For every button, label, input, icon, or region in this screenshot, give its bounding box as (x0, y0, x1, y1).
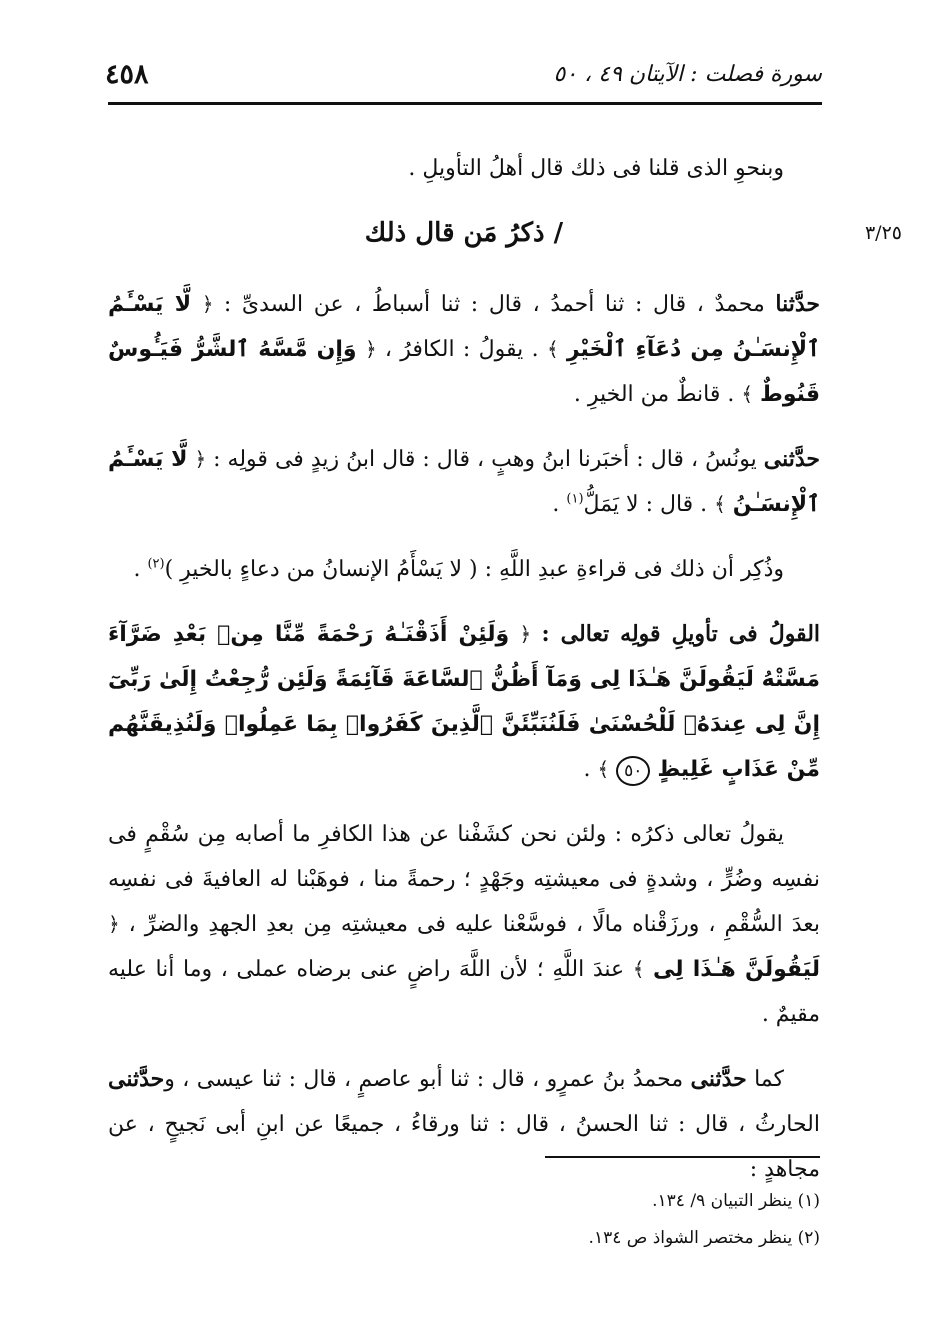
paragraph-commentary: يقولُ تعالى ذكرُه : ولئن نحن كشَفْنا عن هذا الكافرِ ما أصابه مِن سُقْمٍ فى نفسِه وضُرٍّ ، وشدةٍ فى معيشتِه وجَهْدٍ ؛ رحمةً منا ، فوهَبْنا له العافيةَ فى نفسِه بعدَ السُّقْمِ ، ورزَقْناه مالًا ، فوسَّعْنا عليه فى معيشتِه مِن بعدِ الجهدِ والضرِّ ، ﴿ لَيَقُولَنَّ هَـٰذَا لِى ﴾ عندَ اللَّهِ ؛ لأن اللَّهَ راضٍ عنى برضاه عملى ، وما أنا عليه مقيمٌ . (108, 822, 820, 1027)
quran-quote: لَيَقُولَنَّ هَـٰذَا لِى (652, 957, 820, 982)
quran-close-ornament: ﴾ (546, 338, 559, 361)
quran-quote: وَإِن مَّسَّهُ ٱلشَّرُّ فَيَـُٔوسٌ قَنُوطٌ (108, 337, 820, 407)
intro-block (108, 146, 820, 191)
quran-open-ornament: ﴿ (364, 338, 377, 361)
quran-close-ornament: ﴾ (632, 958, 645, 981)
footnotes (108, 1183, 820, 1257)
quran-open-ornament: ﴿ (194, 448, 207, 471)
quran-open-ornament: ﴿ (201, 293, 214, 316)
footnote-item: (١) ينظر التبيان ٩/ ١٣٤. (652, 1191, 820, 1211)
verse-heading: القولُ فى تأويلِ قولِه تعالى : (541, 621, 821, 647)
footnote-ref: (١) (566, 491, 584, 507)
section-heading: / ذكرُ مَن قال ذلك (364, 218, 564, 248)
paragraph-suddi: حدَّثنا محمدٌ ، قال : ثنا أحمدُ ، قال : ثنا أسباطُ ، عن السدىِّ : ﴿ لَّا يَسْـَٔمُ ٱلْإِنسَـٰنُ مِن دُعَآءِ ٱلْخَيْرِ ﴾ . يقولُ : الكافرُ ، ﴿ وَإِن مَّسَّهُ ٱلشَّرُّ فَيَـُٔوسٌ قَنُوطٌ ﴾ . قانطٌ من الخيرِ . (108, 291, 820, 407)
quran-close-ornament: ﴾ (714, 493, 726, 516)
page-number: ٤٥٨ (105, 58, 149, 90)
narration-lead: حدَّثنى (108, 1066, 165, 1092)
quran-open-ornament: ﴿ (108, 913, 120, 936)
main-text (108, 282, 820, 1192)
quran-open-ornament: ﴿ (519, 623, 532, 646)
paragraph-ibn-zayd: حدَّثنى يونُسُ ، قال : أخبَرنا ابنُ وهبٍ ، قال : قال ابنُ زيدٍ فى قولِه : ﴿ لَّا يَسْـَٔمُ ٱلْإِنسَـٰنُ ﴾ . قال : لا يَمَلُّ$^{(١)}$ . (108, 446, 820, 517)
quran-quote: وَلَئِنْ أَذَقْنَـٰهُ رَحْمَةً مِّنَّا مِنۢ بَعْدِ ضَرَّآءَ مَسَّتْهُ لَيَقُولَنَّ هَـٰذَا لِى وَمَآ أَظُنُّ ٱلسَّاعَةَ قَآئِمَةً وَلَئِن رُّجِعْتُ إِلَىٰ رَبِّىٓ إِنَّ لِى عِندَهُۥ لَلْحُسْنَىٰ فَلَنُنَبِّئَنَّ ٱلَّذِينَ كَفَرُوا۟ بِمَا عَمِلُوا۟ وَلَنُذِيقَنَّهُم مِّنْ عَذَابٍ غَلِيظٍ (108, 622, 820, 782)
quran-close-ornament: ﴾ (597, 758, 610, 781)
narration-lead: حدَّثنا (775, 291, 820, 317)
quran-quote: لَّا يَسْـَٔمُ ٱلْإِنسَـٰنُ (108, 447, 820, 517)
running-head: سورة فصلت : الآيتان ٤٩ ، ٥٠ (553, 61, 822, 87)
footnote-ref: (٢) (147, 556, 165, 572)
margin-reference: ٣/٢٥ (864, 222, 902, 244)
quran-quote: لَّا يَسْـَٔمُ ٱلْإِنسَـٰنُ مِن دُعَآءِ ٱلْخَيْرِ (108, 292, 820, 362)
paragraph-reading: وذُكِر أن ذلك فى قراءةِ عبدِ اللَّهِ : ( لا يَسْأَمُ الإنسانُ من دعاءٍ بالخيرِ )$^{(٢)}$ . (133, 556, 784, 582)
narration-lead: حدَّثنى (763, 446, 820, 472)
footnote-rule (545, 1156, 820, 1158)
ayah-number-marker: ٥٠ (616, 756, 650, 786)
quran-close-ornament: ﴾ (741, 383, 753, 406)
footnote-item: (٢) ينظر مختصر الشواذ ص ١٣٤. (588, 1228, 820, 1248)
intro-paragraph: وبنحوِ الذى قلنا فى ذلك قال أهلُ التأويلِ . (408, 156, 784, 181)
paragraph-chain: كما حدَّثنى محمدُ بنُ عمرٍو ، قال : ثنا أبو عاصمٍ ، قال : ثنا عيسى ، وحدَّثنى الحارثُ ، قال : ثنا الحسنُ ، قال : ثنا ورقاءُ ، جميعًا عن ابنِ أبى نَجيحٍ ، عن مجاهدٍ : (108, 1066, 820, 1182)
header-rule (108, 102, 822, 105)
narration-lead: حدَّثنى (690, 1066, 747, 1092)
paragraph-verse-50: القولُ فى تأويلِ قولِه تعالى : ﴿ وَلَئِنْ أَذَقْنَـٰهُ رَحْمَةً مِّنَّا مِنۢ بَعْدِ ضَرَّآءَ مَسَّتْهُ لَيَقُولَنَّ هَـٰذَا لِى وَمَآ أَظُنُّ ٱلسَّاعَةَ قَآئِمَةً وَلَئِن رُّجِعْتُ إِلَىٰ رَبِّىٓ إِنَّ لِى عِندَهُۥ لَلْحُسْنَىٰ فَلَنُنَبِّئَنَّ ٱلَّذِينَ كَفَرُوا۟ بِمَا عَمِلُوا۟ وَلَنُذِيقَنَّهُم مِّنْ عَذَابٍ غَلِيظٍ ٥٠ ﴾ . (108, 612, 820, 792)
page-header (105, 52, 822, 96)
